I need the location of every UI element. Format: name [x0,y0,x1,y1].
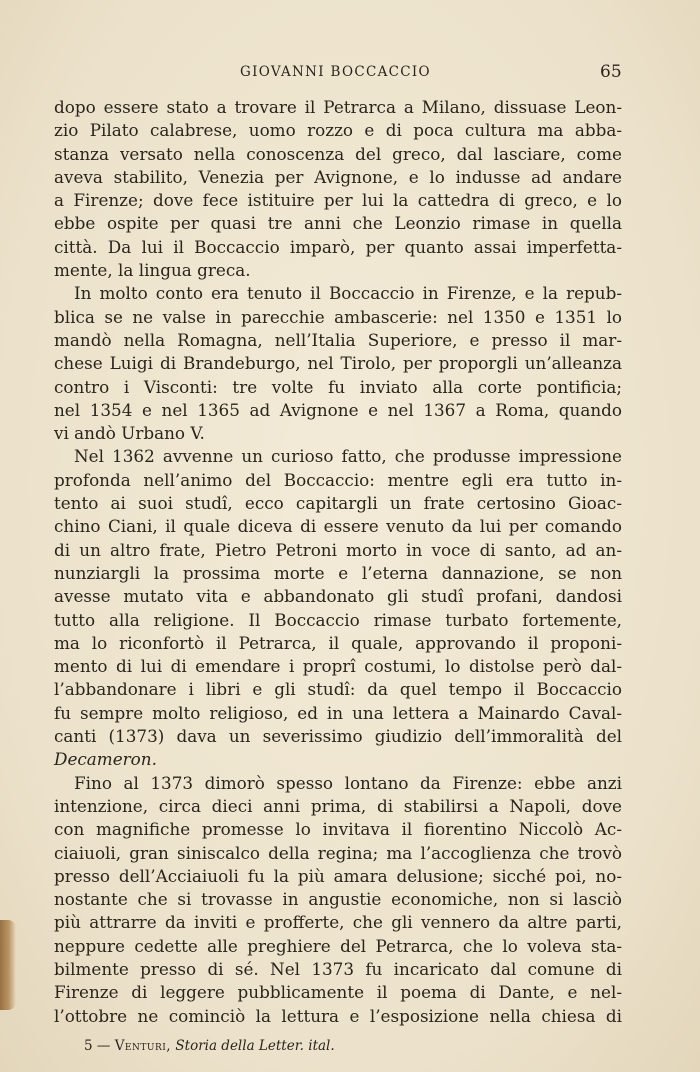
text-line: zio Pilato calabrese, uomo rozzo e di poca cultura ma abba- [54,120,622,141]
text-line: ma lo riconfortò il Petrarca, il quale, approvando il proponi- [54,632,622,653]
text-line: l’abbandonare i libri e gli studî: da quel tempo il Boccaccio [54,679,622,700]
text-line: fu sempre molto religioso, ed in una lettera a Mainardo Caval- [54,702,622,723]
text-line: neppure cedette alle preghiere del Petrarca, che lo voleva sta- [54,935,622,956]
text-line: nel 1354 e nel 1365 ad Avignone e nel 1367 a Roma, quando [54,399,622,420]
text-line: profonda nell’animo del Boccaccio: mentre egli era tutto in- [54,469,622,490]
text-line: presso dell’Acciaiuoli fu la più amara delusione; sicché poi, no- [54,865,622,886]
text-line: ebbe ospite per quasi tre anni che Leonzio rimase in quella [54,213,622,234]
text-line: dopo essere stato a trovare il Petrarca a Milano, dissuase Leon- [54,97,622,117]
text-line: a Firenze; dove fece istituire per lui la cattedra di greco, e lo [54,190,622,211]
text-line: intenzione, circa dieci anni prima, di stabilirsi a Napoli, dove [54,795,622,816]
text-line: stanza versato nella conoscenza del greco, dal lasciare, come [54,143,622,164]
text-line: più attrarre da inviti e profferte, che gli vennero da altre parti, [54,912,622,933]
body-text [54,96,622,1028]
text-line: chino Ciani, il quale diceva di essere venuto da lui per comando [54,516,622,537]
text-line: di un altro frate, Pietro Petroni morto in voce di santo, ad an- [54,539,622,560]
paragraph-first-line: Fino al 1373 dimorò spesso lontano da Firenze: ebbe anzi [74,772,622,793]
signature-footer [84,1038,335,1054]
footer-book-title: Storia della Letter. ital. [175,1038,335,1054]
text-line: mento di lui di emendare i proprî costumi, lo distolse però dal- [54,656,622,677]
text-line: ciaiuoli, gran siniscalco della regina; ma l’accoglienza che trovò [54,842,622,863]
text-line: canti (1373) dava un severissimo giudizio dell’immoralità del [54,726,622,747]
signature-number: 5 [84,1038,93,1054]
footer-dash: — [96,1038,111,1054]
italic-title-line: Decameron. [54,749,157,770]
paragraph-first-line: In molto conto era tenuto il Boccaccio in Firenze, e la repub- [74,283,622,304]
text-line: città. Da lui il Boccaccio imparò, per quanto assai imperfetta- [54,236,622,257]
text-line: avesse mutato vita e abbandonato gli studî profani, dandosi [54,586,622,607]
page-edge-stain [0,920,16,1010]
text-line: vi andò Urbano V. [54,423,205,444]
text-line: l’ottobre ne cominciò la lettura e l’esposizione nella chiesa di [54,1005,622,1026]
text-line: chese Luigi di Brandeburgo, nel Tirolo, per proporgli un’alleanza [54,353,622,374]
text-line: tento ai suoi studî, ecco capitargli un frate certosino Gioac- [54,493,622,514]
text-line: contro i Visconti: tre volte fu inviato alla corte pontificia; [54,376,622,397]
text-line: blica se ne valse in parecchie ambascerie: nel 1350 e 1351 lo [54,306,622,327]
text-line: mandò nella Romagna, nell’Italia Superiore, e presso il mar- [54,329,622,350]
text-line: nostante che si trovasse in angustie economiche, non si lasciò [54,889,622,910]
text-line: Firenze di leggere pubblicamente il poema di Dante, e nel- [54,982,622,1003]
text-line: con magnifiche promesse lo invitava il fiorentino Niccolò Ac- [54,819,622,840]
running-header [0,62,700,86]
text-line: bilmente presso di sé. Nel 1373 fu incaricato dal comune di [54,958,622,979]
footer-author: Venturi, [114,1038,172,1054]
page-number: 65 [600,62,622,82]
running-title: GIOVANNI BOCCACCIO [240,64,431,80]
text-line: mente, la lingua greca. [54,260,251,281]
text-line: nunziargli la prossima morte e l’eterna dannazione, se non [54,562,622,583]
text-line: tutto alla religione. Il Boccaccio rimase turbato fortemente, [54,609,622,630]
paragraph-first-line: Nel 1362 avvenne un curioso fatto, che produsse impressione [74,446,622,467]
text-line: aveva stabilito, Venezia per Avignone, e lo indusse ad andare [54,166,622,187]
